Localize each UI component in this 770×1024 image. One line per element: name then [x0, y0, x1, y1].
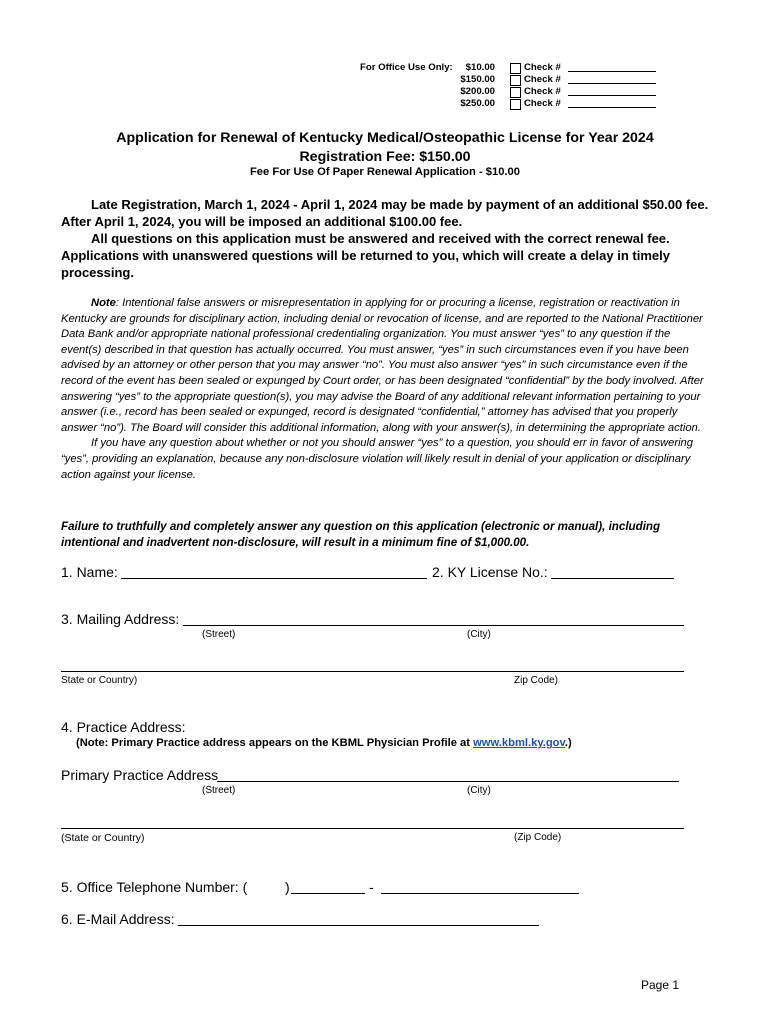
check-number-field[interactable]: [568, 62, 656, 72]
late-registration-text: Late Registration, March 1, 2024 - April 1, 2024 may be made by payment of an additional $50.00 fee. After April 1, 2024, you will be imposed an additional $100.00 fee.: [61, 197, 709, 229]
area-code-field[interactable]: [252, 892, 284, 894]
license-field[interactable]: [551, 577, 674, 579]
street-caption: (Street): [202, 629, 236, 640]
street-caption: (Street): [202, 785, 236, 796]
questions-requirement-text: All questions on this application must be answered and received with the correct renewal fee. Applications with unanswered questions will be returned to you, which will create a delay in timely processing.: [61, 231, 670, 280]
phone-label: 5. Office Telephone Number: (: [61, 879, 248, 895]
office-use-label: For Office Use Only:: [360, 62, 453, 73]
paper-fee-note: Fee For Use Of Paper Renewal Application - $10.00: [249, 166, 521, 178]
fee-amount: $10.00: [465, 62, 495, 73]
phone-number-field[interactable]: [381, 892, 579, 894]
check-number-label: Check #: [524, 74, 561, 85]
check-number-label: Check #: [524, 62, 561, 73]
note-text-2: If you have any question about whether or not you should answer “yes” to a question, you should err in favor of answering “yes”, providing an explanation, because any non-disclosure violation will likely result in denial of your application or disciplinary action against your license.: [61, 437, 693, 481]
fee-checkbox[interactable]: [510, 99, 521, 110]
check-number-label: Check #: [524, 86, 561, 97]
practice-note-text: (Note: Primary Practice address appears on the KBML Physician Profile at: [76, 737, 474, 749]
name-field[interactable]: [121, 577, 427, 579]
note-text: : Intentional false answers or misrepresentation in applying for or procuring a license, registration or reactivation in Kentucky are grounds for disciplinary action, including denial or revocation of license, and are reported to the National Practitioner Data Bank and/or appropriate national professional credentialing organization. You must answer “yes” to any question if the event(s) described in that question has actually occurred. You must answer, “yes” in such circumstances even if you have been advised by an attorney or other person that you may answer “no”. You must also answer “yes” in such circumstance even if the record of the event has been sealed or expunged by Court order, or has been designated “confidential” by the body involved. After answering “yes” to the appropriate question(s), you may advise the Board of any additional relevant information pertaining to your answer (i.e., record has been sealed or expunged, record is designated “confidential,” attorney has advised that you properly answer “no”). The Board will consider this additional information, along with your answer(s), in determining the appropriate action.: [61, 297, 704, 434]
mailing-address-field[interactable]: [183, 624, 684, 626]
page-number: Page 1: [641, 978, 680, 992]
practice-note-end: .): [564, 737, 572, 749]
fee-checkbox[interactable]: [510, 87, 521, 98]
license-label: 2. KY License No.:: [432, 564, 548, 580]
note-paragraph: [61, 296, 709, 483]
email-label: 6. E-Mail Address:: [61, 911, 175, 927]
office-use-block: [0, 62, 770, 112]
primary-practice-label: Primary Practice Address: [61, 767, 219, 783]
page-title: Application for Renewal of Kentucky Medical/Osteopathic License for Year 2024: [116, 130, 654, 146]
registration-fee: Registration Fee: $150.00: [299, 149, 471, 165]
phone-prefix-field[interactable]: [291, 892, 365, 894]
name-label: 1. Name:: [61, 564, 118, 580]
email-field[interactable]: [178, 924, 539, 926]
city-caption: (City): [467, 629, 491, 640]
fee-amount: $250.00: [460, 98, 495, 109]
phone-dash: -: [369, 879, 374, 895]
practice-note: [76, 737, 572, 749]
fee-checkbox[interactable]: [510, 75, 521, 86]
zip-code-caption: (Zip Code): [514, 832, 562, 843]
note-label: Note: [91, 297, 116, 309]
check-number-field[interactable]: [568, 86, 656, 96]
check-number-field[interactable]: [568, 98, 656, 108]
fee-amount: $200.00: [460, 86, 495, 97]
state-country-caption: State or Country): [61, 675, 138, 686]
city-caption: (City): [467, 785, 491, 796]
mailing-state-zip-field[interactable]: [61, 670, 684, 672]
zip-code-caption: Zip Code): [514, 675, 558, 686]
phone-paren-close: ): [285, 879, 290, 895]
fee-amount: $150.00: [460, 74, 495, 85]
fee-checkbox[interactable]: [510, 63, 521, 74]
check-number-label: Check #: [524, 98, 561, 109]
intro-paragraph: [61, 196, 709, 281]
kbml-website-link[interactable]: www.kbml.ky.gov: [473, 737, 565, 749]
mailing-address-label: 3. Mailing Address:: [61, 611, 180, 627]
check-number-field[interactable]: [568, 74, 656, 84]
primary-practice-field[interactable]: [217, 780, 679, 782]
failure-warning: Failure to truthfully and completely answer any question on this application (electronic or manual), including intentional and inadvertent non-disclosure, will result in a minimum fine of $1,000.00.: [61, 520, 661, 549]
practice-state-zip-field[interactable]: [61, 827, 684, 829]
practice-address-label: 4. Practice Address:: [61, 719, 186, 735]
state-country-caption: (State or Country): [61, 832, 145, 844]
